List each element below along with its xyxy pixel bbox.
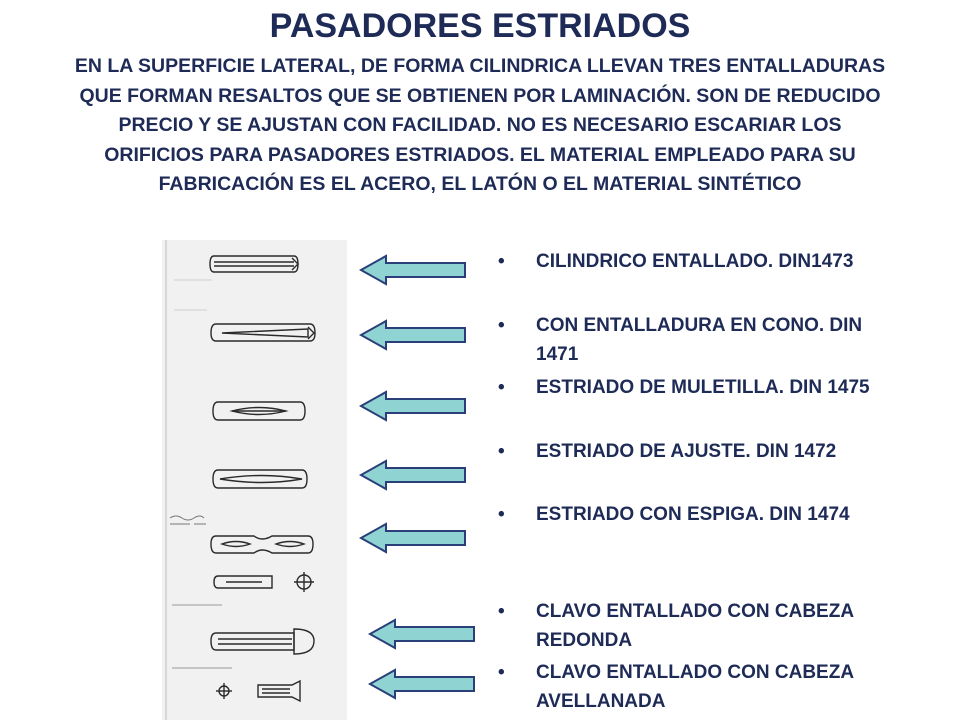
list-item-label: ESTRIADO DE AJUSTE. DIN 1472 [536,441,837,462]
list-item [498,311,888,369]
left-arrow-icon [358,521,468,555]
bullet-icon: • [498,601,505,622]
spigot-grooved-pin-drawing [170,516,313,553]
list-item-label: CLAVO ENTALLADO CON CABEZA AVELLANADA [536,662,854,712]
slide-description: EN LA SUPERFICIE LATERAL, DE FORMA CILINDRICA LLEVAN TRES ENTALLADURAS QUE FORMAN RESALTOS QUE SE OBTIENEN POR LAMINACIÓN. SON DE REDUCIDO PRECIO Y SE AJUSTAN CON FACILIDAD. NO ES NECESARIO ESCARIAR LOS ORIFICIOS PARA PASADORES ESTRIADOS. EL MATERIAL EMPLEADO PARA SU FABRICACIÓN ES EL ACERO, EL LATÓN O EL MATERIAL SINTÉTICO [74,55,886,195]
bullet-icon: • [498,504,505,525]
bullet-icon: • [498,315,505,336]
cylindrical-grooved-pin-drawing [210,256,298,272]
crutch-grooved-pin-drawing [213,402,305,420]
list-item-label: CLAVO ENTALLADO CON CABEZA REDONDA [536,601,854,651]
list-item [498,437,888,466]
list-item [498,658,888,716]
left-arrow-icon [358,253,468,287]
left-arrow-icon [358,458,468,492]
pin-drawings [162,240,347,720]
list-item [498,597,888,655]
list-item-label: CON ENTALLADURA EN CONO. DIN 1471 [536,315,863,365]
list-item-label: ESTRIADO DE MULETILLA. DIN 1475 [536,377,870,398]
list-item-label: ESTRIADO CON ESPIGA. DIN 1474 [536,504,850,525]
conical-grooved-pin-drawing [211,324,315,341]
left-arrow-icon [358,389,468,423]
list-item [498,500,888,529]
countersunk-head-grooved-nail-drawing [216,681,300,701]
round-head-grooved-nail-drawing [172,629,314,668]
left-arrow-icon [367,667,477,701]
left-arrow-icon [367,617,477,651]
list-item [498,247,888,276]
bullet-icon: • [498,662,505,683]
small-pin-with-hole-drawing [172,572,314,605]
bullet-icon: • [498,251,505,272]
list-item [498,373,888,402]
bullet-icon: • [498,441,505,462]
bullet-icon: • [498,377,505,398]
pin-drawings-panel [162,240,347,720]
list-item-label: CILINDRICO ENTALLADO. DIN1473 [536,251,854,272]
slide-title: PASADORES ESTRIADOS [269,7,691,45]
left-arrow-icon [358,318,468,352]
fitting-grooved-pin-drawing [213,470,307,488]
